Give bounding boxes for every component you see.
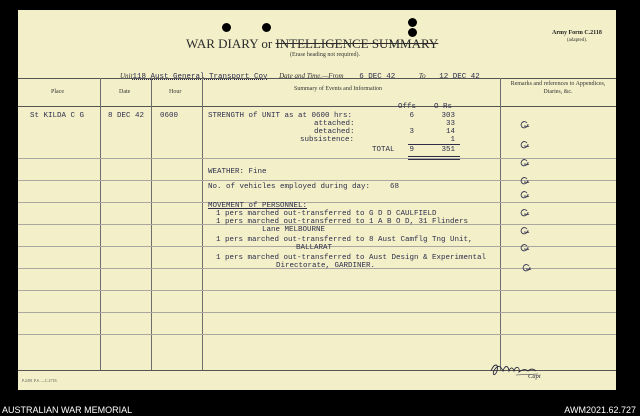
remark-mark-9 xyxy=(523,265,531,271)
strength-detached-ors: 14 xyxy=(445,128,455,136)
movement-line: 1 pers marched out-transferred to 1 A B O D, 31 Flinders xyxy=(216,218,469,226)
strength-main-ors: 303 xyxy=(441,112,455,120)
date-to: 12 DEC 42 xyxy=(439,73,480,81)
unit-label: Unit xyxy=(120,72,133,80)
handwritten-signature xyxy=(488,359,558,383)
ruled-line xyxy=(18,334,616,335)
strength-subsistence-ors: 1 xyxy=(450,136,455,144)
date-from: 6 DEC 42 xyxy=(359,73,396,81)
punch-hole xyxy=(222,23,231,32)
form-title xyxy=(186,36,438,52)
to-label: To xyxy=(418,72,426,80)
ruled-line xyxy=(18,312,616,313)
strength-col-offs: Offs xyxy=(398,103,417,111)
movement-line: 1 pers marched out-transferred to Aust Design & Experimental xyxy=(216,254,487,262)
remark-mark-7 xyxy=(521,228,529,234)
signature-rank: Capt xyxy=(528,373,541,380)
army-form-adapted: (adapted). xyxy=(567,38,588,43)
footer-left: AUSTRALIAN WAR MEMORIAL xyxy=(2,405,133,415)
strength-total-label: TOTAL xyxy=(372,146,395,154)
col-header-remarks: Remarks and references to Appendices, Diaries, &c. xyxy=(510,81,606,95)
ruled-line xyxy=(18,290,616,291)
strength-detached-offs: 3 xyxy=(409,128,414,136)
remark-mark-1 xyxy=(521,122,529,128)
strength-attached-label: attached: xyxy=(314,120,355,128)
strength-total-offs: 9 xyxy=(409,146,414,154)
remark-mark-5 xyxy=(521,192,529,198)
footer-right: AWM2021.62.727 xyxy=(564,405,636,415)
strength-subsistence-label: subsistence: xyxy=(300,136,355,144)
strength-col-ors: O Rs xyxy=(434,103,453,111)
col-header-summary: Summary of Events and Information xyxy=(294,86,382,92)
punch-hole xyxy=(408,18,417,27)
weather-line: WEATHER: Fine xyxy=(208,168,267,176)
army-form-number: Army Form C.2118 xyxy=(552,30,602,36)
date-time-label: Date and Time.—From xyxy=(279,72,344,80)
strength-label: STRENGTH of UNIT as at 0600 hrs: xyxy=(208,112,353,120)
total-rule xyxy=(408,144,460,145)
col-header-place: Place xyxy=(51,89,64,95)
col-header-hour: Hour xyxy=(169,89,182,95)
vehicles-label: No. of vehicles employed during day: xyxy=(208,183,371,191)
movement-line: Lane MELBOURNE xyxy=(262,226,326,234)
printer-note: P.2491 P.S. —C.2718. xyxy=(22,378,58,383)
vehicles-value: 68 xyxy=(390,183,400,191)
remark-mark-8 xyxy=(521,245,529,251)
entry-hour: 0600 xyxy=(160,112,179,120)
movement-heading: MOVEMENT of PERSONNEL: xyxy=(208,202,308,210)
col-header-date: Date xyxy=(119,89,131,95)
strength-detached-label: detached: xyxy=(314,128,355,136)
war-diary-page xyxy=(18,10,616,390)
title-struck: INTELLIGENCE SUMMARY xyxy=(275,36,439,51)
movement-line: BALLARAT xyxy=(296,244,333,252)
strength-total-ors: 351 xyxy=(441,146,455,154)
movement-line: 1 pers marched out-transferred to 8 Aust Camflg Tng Unit, xyxy=(216,236,473,244)
movement-line: 1 pers marched out-transferred to G D D CAULFIELD xyxy=(216,210,437,218)
remark-mark-6 xyxy=(521,210,529,216)
strength-attached-ors: 33 xyxy=(445,120,455,128)
unit-date-line xyxy=(120,65,480,83)
remark-mark-3 xyxy=(521,160,529,166)
remark-mark-2 xyxy=(521,142,529,148)
remark-marks xyxy=(502,106,542,276)
entry-place: St KILDA C G xyxy=(30,112,85,120)
total-double-rule xyxy=(408,156,460,160)
entry-date: 8 DEC 42 xyxy=(108,112,145,120)
remark-mark-4 xyxy=(521,178,529,184)
table-top-rule xyxy=(18,78,616,79)
form-subtitle: (Erase heading not required). xyxy=(290,52,360,58)
punch-hole xyxy=(262,23,271,32)
footer-bar xyxy=(0,404,640,416)
unit-value: 118 Aust General Transport Coy xyxy=(132,73,268,81)
movement-line: Directorate, GARDINER. xyxy=(276,262,376,270)
strength-main-offs: 6 xyxy=(409,112,414,120)
title-prefix: WAR DIARY or xyxy=(186,36,273,51)
